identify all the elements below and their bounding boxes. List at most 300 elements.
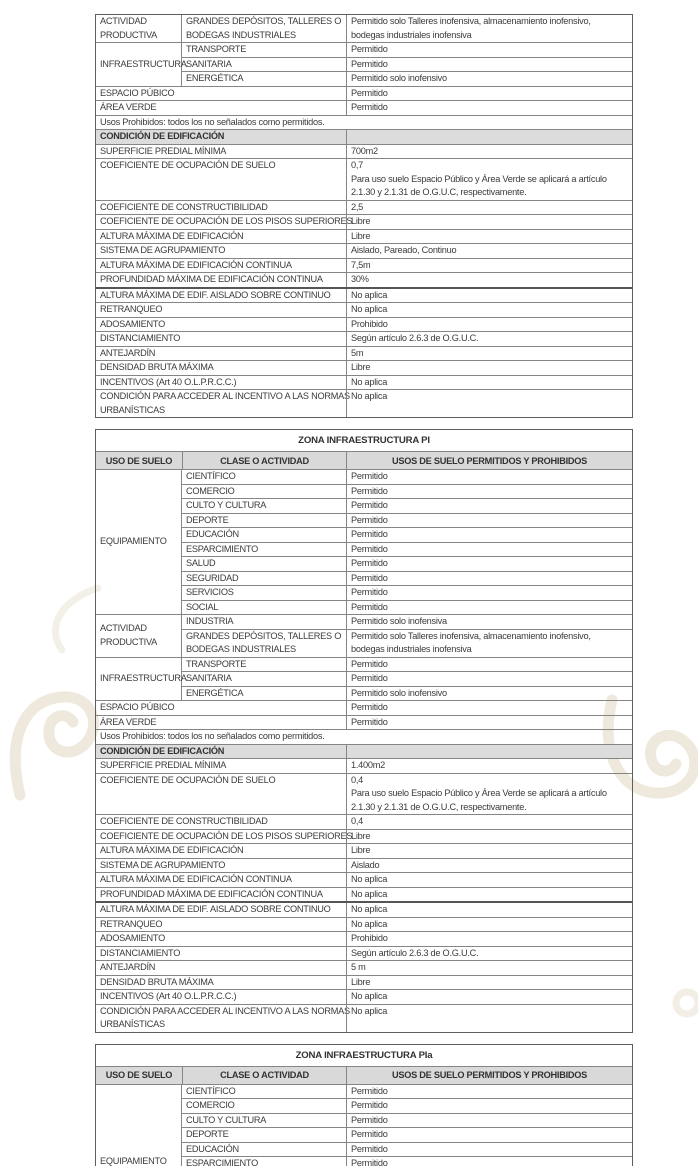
group-label-cell [96,470,182,614]
condition-label-cell [96,390,350,417]
permiso-cell [346,687,632,701]
permiso-line: Permitido [351,1100,388,1110]
condition-row [96,960,632,975]
permiso-line: Permitido solo inofensiva [351,616,447,626]
clase-line: SERVICIOS [186,587,234,597]
condition-label-line: INCENTIVOS (Art 40 O.L.P.R.C.C.) [100,991,237,1001]
uso-label-cell [96,101,346,115]
use-row [182,71,632,86]
permiso-cell [346,15,632,42]
condition-label-line: RETRANQUEO [100,304,163,314]
clase-cell [182,543,346,557]
condition-row [96,758,632,773]
condition-value-cell [346,289,632,303]
group-label-line: INFRAESTRUCTURA [100,58,187,69]
use-row [182,527,632,542]
use-row [182,1098,632,1113]
condition-label-line: COEFICIENTE DE OCUPACIÓN DE SUELO [100,160,276,170]
column-header-clase-o-actividad: CLASE O ACTIVIDAD [182,452,346,469]
condition-row [96,989,632,1004]
group-label-cell [96,658,187,701]
condition-row [96,1004,632,1032]
uso-label-cell [96,87,346,101]
condition-value-cell [346,932,632,946]
use-row [182,470,632,484]
permiso-cell [346,1099,632,1113]
condition-label-cell [96,859,346,873]
condicion-title-cell [96,130,346,144]
permiso-line: Permitido [351,587,388,597]
condition-label-line: URBANÍSTICAS [100,1019,165,1029]
uso-label-line: ÁREA VERDE [100,102,157,112]
permiso-line: Permitido [351,1158,388,1166]
clase-cell [182,586,346,600]
condition-label-line: ANTEJARDÍN [100,962,156,972]
condition-value-line: 1.400m2 [351,760,386,770]
group-rows [182,615,632,657]
clase-cell [182,470,346,484]
use-row [96,100,632,115]
clase-line: DEPORTE [186,1129,229,1139]
condition-value-line: Según artículo 2.6.3 de O.G.U.C. [351,947,479,958]
column-header-usos-permitidos: USOS DE SUELO PERMITIDOS Y PROHIBIDOS [346,1067,632,1084]
permiso-line: Permitido [351,572,388,583]
permiso-cell [346,43,632,57]
clase-cell [182,687,346,701]
use-row [182,484,632,499]
condition-row [96,829,632,844]
permiso-line: Permitido [351,58,388,69]
condition-label-line: ANTEJARDÍN [100,347,156,358]
condition-value-line: 0,4 [351,774,364,785]
permiso-cell [346,701,632,715]
clase-cell [182,58,346,72]
condition-label-cell [96,1005,350,1032]
condition-value-cell [346,303,632,317]
condition-row [96,258,632,273]
condition-label-cell [96,873,346,887]
permiso-line: Permitido [351,529,388,539]
condition-value-cell [346,976,632,990]
condition-value-cell [346,1005,632,1032]
clase-cell [182,601,346,615]
zone-title: ZONA INFRAESTRUCTURA PIa [295,1049,433,1061]
condition-label-line: COEFICIENTE DE CONSTRUCTIBILIDAD [100,816,268,826]
condition-value-line: Libre [351,976,371,987]
use-row [182,1127,632,1142]
permiso-line: Permitido [351,485,388,496]
use-row [182,1085,632,1099]
clase-cell [182,630,346,657]
condition-row [96,214,632,229]
condition-label-line: DISTANCIAMIENTO [100,333,181,343]
condition-value-cell [346,774,632,815]
watermark-ring-right [676,992,698,1014]
clase-line: BODEGAS INDUSTRIALES [186,644,296,654]
condition-value-line: 2.1.30 y 2.1.31 de O.G.U.C, respectivamente. [351,187,527,197]
condition-label-line: ALTURA MÁXIMA DE EDIF. AISLADO SOBRE CONTINUO [100,904,331,914]
permiso-cell [346,470,632,484]
condition-row [96,144,632,159]
condition-value-cell [346,259,632,273]
condition-row [96,287,632,303]
condition-value-cell [346,759,632,773]
condition-row [96,229,632,244]
condition-row [96,773,632,815]
permiso-cell [346,716,632,730]
condition-label-line: RETRANQUEO [100,918,163,929]
condition-value-cell [346,830,632,844]
clase-cell [182,658,346,672]
clase-line: ENERGÉTICA [186,73,244,83]
group-rows [182,1085,632,1166]
condition-value-line: Según artículo 2.6.3 de O.G.U.C. [351,333,479,343]
condition-value-cell [346,361,632,375]
permiso-line: Permitido [351,601,388,612]
condition-label-line: ALTURA MÁXIMA DE EDIFICACIÓN [100,845,244,855]
condition-value-line: No aplica [351,888,388,899]
use-row [182,57,632,72]
column-header-usos-permitidos: USOS DE SUELO PERMITIDOS Y PROHIBIDOS [346,452,632,469]
condition-value-cell [346,815,632,829]
use-row [182,556,632,571]
permiso-cell [346,572,632,586]
permiso-cell [346,101,632,115]
clase-line: CIENTÍFICO [186,471,236,481]
condition-label-cell [96,376,346,390]
clase-cell [182,485,346,499]
use-row [182,671,632,686]
condition-value-cell [346,390,632,417]
condition-label-line: URBANÍSTICAS [100,404,165,415]
condition-row [96,975,632,990]
uso-label-line: ESPACIO PÚBICO [100,702,175,712]
group-rows [182,15,632,42]
group-label-line: PRODUCTIVA [100,29,158,40]
clase-line: COMERCIO [186,1100,235,1110]
permiso-cell [346,514,632,528]
condition-label-cell [96,215,353,229]
condition-row [96,360,632,375]
group-rows [182,43,632,86]
condition-value-line: Libre [351,845,371,855]
condition-label-cell [96,815,346,829]
uso-label-line: ESPACIO PÚBICO [100,87,175,98]
condition-value-cell [346,347,632,361]
condition-label-line: COEFICIENTE DE CONSTRUCTIBILIDAD [100,201,268,212]
usos-prohibidos-text: Usos Prohibidos: todos los no señalados como permitidos. [100,731,325,741]
permiso-line: Permitido solo Talleres inofensiva, almacenamiento inofensivo, [351,16,591,26]
clase-line: CULTO Y CULTURA [186,1114,267,1125]
use-row [182,1156,632,1166]
condition-value-line: 0,4 [351,816,364,826]
condicion-empty-cell [346,745,632,759]
condition-value-cell [346,844,632,858]
condition-value-line: Libre [351,362,371,372]
use-group [96,614,632,657]
condition-value-cell [346,873,632,887]
clase-line: TRANSPORTE [186,658,247,669]
permiso-cell [346,630,632,657]
condition-label-line: PROFUNDIDAD MÁXIMA DE EDIFICACIÓN CONTINUA [100,274,323,284]
condition-label-line: ADOSAMIENTO [100,318,165,329]
group-label-line: PRODUCTIVA [100,636,158,647]
condition-label-line: CONDICIÓN PARA ACCEDER AL INCENTIVO A LAS NORMAS [100,1005,350,1016]
clase-line: SANITARIA [186,673,232,683]
condition-row [96,931,632,946]
clase-line: SANITARIA [186,58,232,69]
clase-cell [182,557,346,571]
permiso-cell [346,586,632,600]
zone-table-continuation [95,14,633,418]
condicion-header-row [96,129,632,144]
use-row [96,715,632,730]
condition-value-cell [346,376,632,390]
clase-line: SEGURIDAD [186,572,239,583]
column-header-row [96,1066,632,1084]
condition-value-line: No aplica [351,918,388,929]
condition-label-cell [96,230,346,244]
condicion-title-cell [96,745,346,759]
condition-row [96,858,632,873]
group-label-cell [96,1085,182,1166]
uso-label-line: ÁREA VERDE [100,716,157,727]
condition-row [96,843,632,858]
condition-value-cell [346,947,632,961]
clase-cell [182,499,346,513]
group-label-cell [96,43,187,86]
condition-value-line: Aislado, Pareado, Continuo [351,245,457,255]
condition-row [96,814,632,829]
condition-label-cell [96,289,346,303]
condition-value-cell [346,273,632,287]
watermark-flourish-top-left [55,588,98,650]
clase-line: GRANDES DEPÓSITOS, TALLERES O [186,16,342,26]
permiso-line: Permitido [351,1129,388,1139]
condition-row [96,917,632,932]
zoning-document [95,14,633,1166]
use-row [182,600,632,615]
condicion-title-text: CONDICIÓN DE EDIFICACIÓN [100,745,225,756]
condition-label-cell [96,918,346,932]
condicion-empty-cell [346,130,632,144]
permiso-line: Permitido [351,558,388,568]
permiso-cell [346,499,632,513]
condition-row [96,302,632,317]
uso-label-cell [96,716,346,730]
condition-label-line: DENSIDAD BRUTA MÁXIMA [100,976,214,987]
permiso-line: Permitido [351,102,388,112]
clase-line: INDUSTRIA [186,616,234,626]
condition-label-cell [96,332,346,346]
use-row [182,615,632,629]
condition-label-cell [96,347,346,361]
condition-label-line: DISTANCIAMIENTO [100,947,181,958]
permiso-cell [346,615,632,629]
condition-label-cell [96,759,346,773]
clase-line: EDUCACIÓN [186,529,239,539]
usos-prohibidos-row [96,729,632,744]
condition-label-line: ALTURA MÁXIMA DE EDIFICACIÓN CONTINUA [100,874,292,884]
permiso-line: bodegas industriales inofensiva [351,644,472,654]
permiso-cell [346,1085,632,1099]
usos-prohibidos-row [96,115,632,130]
condition-value-cell [346,903,632,917]
condition-value-cell [346,159,632,200]
use-row [182,658,632,672]
condition-label-line: SUPERFICIE PREDIAL MÍNIMA [100,760,227,770]
condition-row [96,272,632,287]
clase-line: BODEGAS INDUSTRIALES [186,29,296,40]
clase-cell [182,514,346,528]
condition-value-line: 2.1.30 y 2.1.31 de O.G.U.C, respectivamente. [351,801,527,812]
use-row [182,585,632,600]
condition-row [96,946,632,961]
clase-cell [182,1099,346,1113]
condition-value-cell [346,145,632,159]
permiso-cell [346,658,632,672]
permiso-line: Permitido [351,44,388,54]
condition-value-cell [346,990,632,1004]
permiso-line: Permitido [351,673,388,683]
condition-label-cell [96,844,346,858]
use-row [182,513,632,528]
group-label-cell [96,615,182,657]
clase-line: CIENTÍFICO [186,1085,236,1096]
condition-label-cell [96,244,346,258]
condition-value-line: No aplica [351,904,388,914]
condition-row [96,887,632,902]
condition-label-cell [96,990,346,1004]
permiso-cell [346,1157,632,1166]
condition-value-line: Libre [351,230,371,241]
clase-cell [182,15,346,42]
group-label-line: EQUIPAMIENTO [100,1156,167,1166]
condition-label-cell [96,888,346,902]
use-row [182,542,632,557]
permiso-line: Permitido [351,471,388,481]
condition-value-line: 2,5 [351,201,364,212]
clase-cell [182,615,346,629]
condition-value-line: Para uso suelo Espacio Público y Área Verde se aplicará a artículo [351,173,607,184]
condition-row [96,243,632,258]
permiso-line: Permitido [351,1114,388,1125]
column-header-clase-o-actividad: CLASE O ACTIVIDAD [182,1067,346,1084]
condition-value-cell [346,918,632,932]
condition-value-line: No aplica [351,1005,388,1016]
condition-label-line: COEFICIENTE DE OCUPACIÓN DE LOS PISOS SUPERIORES [100,216,353,226]
clase-line: SALUD [186,558,216,568]
condition-label-cell [96,273,346,287]
permiso-line: Permitido [351,543,388,554]
condition-label-cell [96,303,346,317]
condicion-title-text: CONDICIÓN DE EDIFICACIÓN [100,131,225,141]
permiso-line: Permitido [351,514,388,525]
permiso-cell [346,87,632,101]
condition-label-cell [96,318,346,332]
clase-line: ESPARCIMIENTO [186,1158,258,1166]
condition-value-cell [346,215,632,229]
clase-line: CULTO Y CULTURA [186,500,267,510]
permiso-line: Permitido [351,702,388,712]
permiso-line: Permitido [351,716,388,727]
permiso-cell [346,72,632,86]
zone-title: ZONA INFRAESTRUCTURA PI [298,435,430,446]
condition-label-cell [96,830,353,844]
permiso-cell [346,528,632,542]
condition-value-line: 700m2 [351,145,378,156]
permiso-cell [346,1143,632,1157]
condition-label-cell [96,145,346,159]
condition-label-cell [96,361,346,375]
permiso-cell [346,1128,632,1142]
group-label-cell [96,15,182,42]
condition-row [96,346,632,361]
condition-row [96,389,632,417]
group-label-line: INFRAESTRUCTURA [100,673,187,683]
permiso-line: Permitido [351,1143,388,1154]
condition-value-line: No aplica [351,874,388,884]
permiso-cell [346,1114,632,1128]
zone-table-pia [95,1044,633,1166]
condition-label-cell [96,947,346,961]
condition-label-line: CONDICIÓN PARA ACCEDER AL INCENTIVO A LAS NORMAS [100,391,350,401]
condition-value-line: Prohibido [351,933,388,943]
permiso-line: Permitido solo Talleres inofensiva, almacenamiento inofensivo, [351,630,591,641]
condition-label-cell [96,976,346,990]
column-header-uso-de-suelo: USO DE SUELO [105,1070,173,1080]
clase-cell [182,1114,346,1128]
permiso-line: Permitido solo inofensivo [351,73,447,83]
condition-value-cell [346,244,632,258]
condition-value-line: Aislado [351,859,380,870]
clase-line: TRANSPORTE [186,44,247,54]
use-group [96,1084,632,1166]
condition-value-line: No aplica [351,376,388,387]
clase-cell [182,1085,346,1099]
clase-line: ENERGÉTICA [186,687,244,698]
clase-line: SOCIAL [186,601,219,612]
permiso-cell [346,601,632,615]
condition-label-line: SISTEMA DE AGRUPAMIENTO [100,245,226,255]
condition-value-cell [346,859,632,873]
condition-label-line: SISTEMA DE AGRUPAMIENTO [100,859,226,870]
condition-row [96,872,632,887]
clase-cell [182,1157,346,1166]
condition-label-line: SUPERFICIE PREDIAL MÍNIMA [100,145,227,156]
permiso-line: Permitido solo inofensivo [351,687,447,698]
condition-label-cell [96,201,346,215]
zone-table-pi [95,429,633,1033]
use-row [96,86,632,101]
condition-label-line: DENSIDAD BRUTA MÁXIMA [100,362,214,372]
condition-value-cell [346,318,632,332]
clase-cell [182,672,346,686]
clase-cell [182,572,346,586]
condition-value-line: 5 m [351,962,366,972]
condition-value-line: 7,5m [351,259,371,270]
condition-label-cell [96,961,346,975]
condition-value-cell [346,201,632,215]
permiso-line: Permitido [351,500,388,510]
condition-row [96,317,632,332]
usos-prohibidos-text: Usos Prohibidos: todos los no señalados como permitidos. [100,116,325,127]
clase-cell [182,528,346,542]
condition-value-line: Prohibido [351,318,388,329]
use-row [182,1142,632,1157]
condition-row [96,331,632,346]
condition-label-line: INCENTIVOS (Art 40 O.L.P.R.C.C.) [100,376,237,387]
